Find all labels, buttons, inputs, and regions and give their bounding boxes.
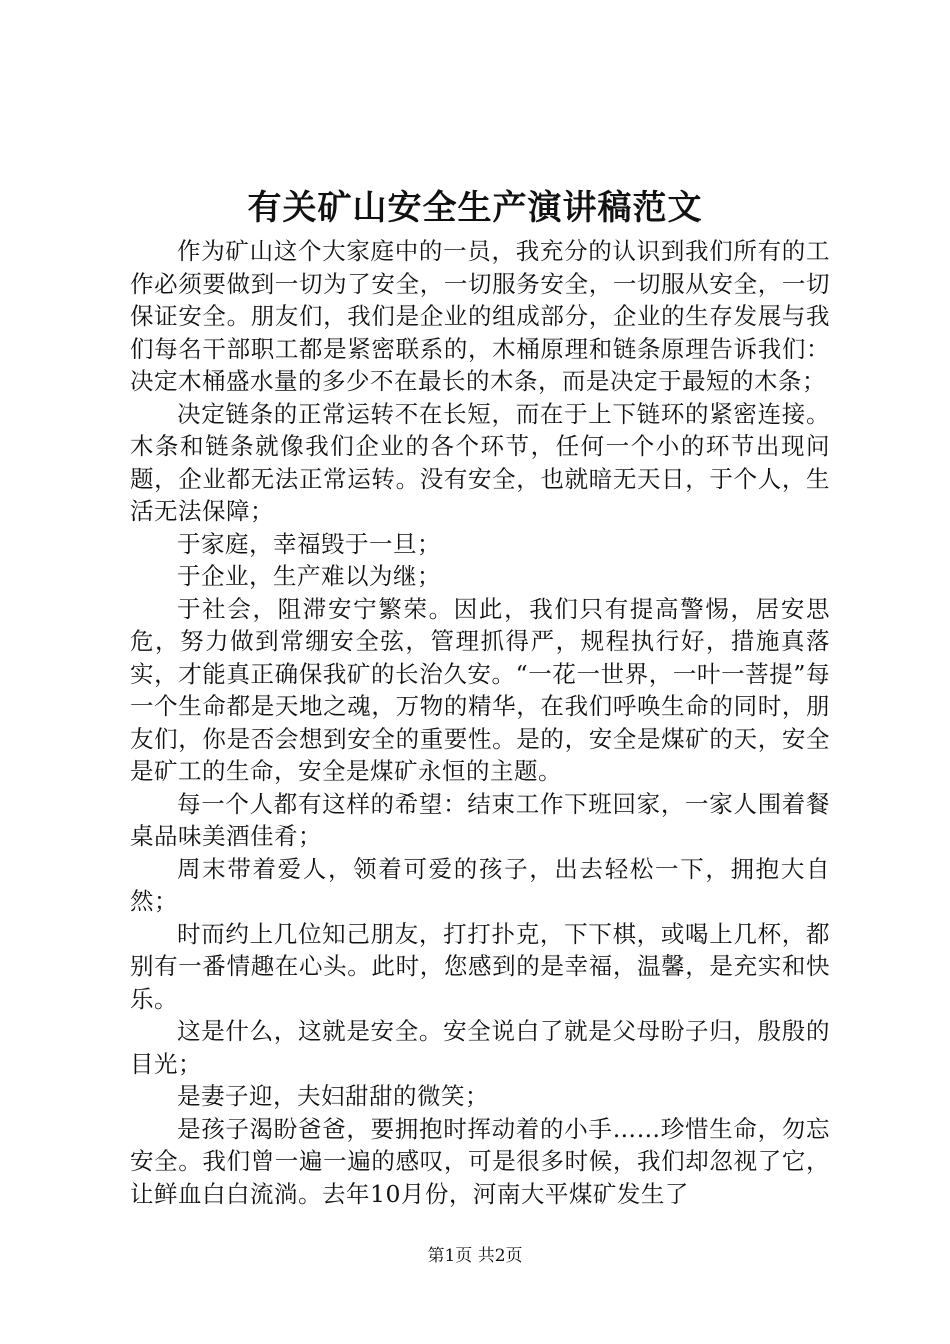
document-title: 有关矿山安全生产演讲稿范文 [247, 188, 703, 228]
paragraph: 每一个人都有这样的希望：结束工作下班回家，一家人围着餐桌品味美酒佳肴； [130, 789, 830, 850]
paragraph: 决定链条的正常运转不在长短，而在于上下链环的紧密连接。木条和链条就像我们企业的各个环节，任何一个小的环节出现问题，企业都无法正常运转。没有安全，也就暗无天日，于个人，生活无法保障； [130, 399, 830, 525]
page-number-footer: 第1页 共2页 [427, 1246, 523, 1266]
paragraph: 是孩子渴盼爸爸，要拥抱时挥动着的小手……珍惜生命，勿忘安全。我们曾一遍一遍的感叹，可是很多时候，我们却忽视了它，让鲜血白白流淌。去年10月份，河南大平煤矿发生了 [130, 1114, 830, 1208]
paragraph: 于社会，阻滞安宁繁荣。因此，我们只有提高警惕，居安思危，努力做到常绷安全弦，管理抓得严，规程执行好，措施真落实，才能真正确保我矿的长治久安。“一花一世界，一叶一菩提”每一个生命都是天地之魂，万物的精华，在我们呼唤生命的同时，朋友们，你是否会想到安全的重要性。是的，安全是煤矿的天，安全是矿工的生命，安全是煤矿永恒的主题。 [130, 594, 830, 785]
paragraph: 于家庭，幸福毁于一旦； [177, 529, 441, 558]
paragraph: 这是什么，这就是安全。安全说白了就是父母盼子归，殷殷的目光； [130, 1017, 830, 1078]
paragraph: 作为矿山这个大家庭中的一员，我充分的认识到我们所有的工作必须要做到一切为了安全，一切服务安全，一切服从安全，一切保证安全。朋友们，我们是企业的组成部分，企业的生存发展与我们每名干部职工都是紧密联系的，木桶原理和链条原理告诉我们：决定木桶盛水量的多少不在最长的木条，而是决定于最短的木条； [130, 237, 830, 395]
document-body [130, 235, 830, 1210]
paragraph: 于企业，生产难以为继； [177, 562, 441, 590]
paragraph: 时而约上几位知己朋友，打打扑克，下下棋，或喝上几杯，都别有一番情趣在心头。此时，您感到的是幸福，温馨，是充实和快乐。 [130, 919, 830, 1013]
paragraph: 周末带着爱人，领着可爱的孩子，出去轻松一下，拥抱大自然； [130, 854, 830, 915]
paragraph: 是妻子迎，夫妇甜甜的微笑； [177, 1082, 489, 1110]
